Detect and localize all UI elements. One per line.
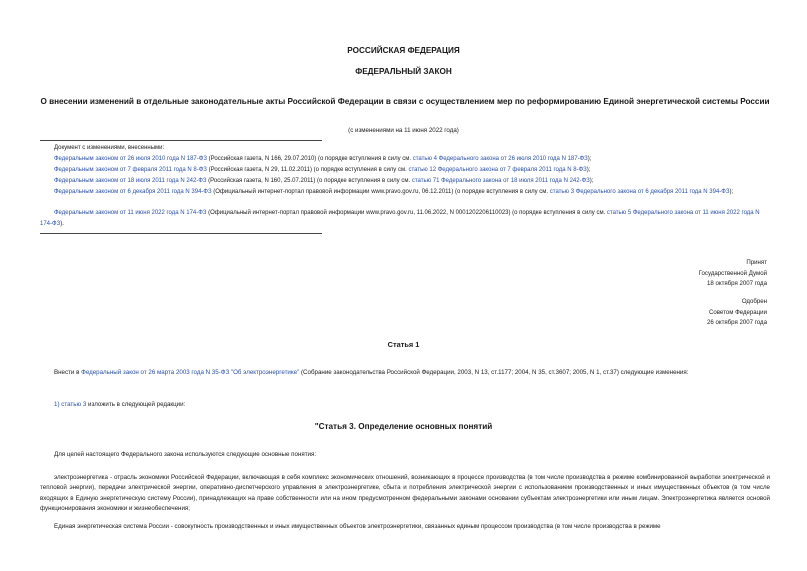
changes-note: (с изменениями на 11 июня 2022 года) <box>348 127 459 134</box>
amendment-link[interactable]: Федеральным законом от 7 февраля 2011 года N 8-ФЗ <box>54 167 207 173</box>
law-title: О внесении изменений в отдельные законодательные акты Российской Федерации в связи с осуществлением мер по реформированию Единой энергетической системы России <box>40 97 770 106</box>
country-title: РОССИЙСКАЯ ФЕДЕРАЦИЯ <box>347 46 460 55</box>
article-link[interactable]: статью 3 <box>61 401 87 408</box>
amendment-article-link[interactable]: статью 71 Федерального закона от 18 июля 2011 года N 242-ФЗ <box>411 178 590 184</box>
amendment-article-link[interactable]: статью 12 Федерального закона от 7 февраля 2011 года N 8-ФЗ <box>408 167 587 173</box>
amendment-link[interactable]: Федеральным законом от 6 декабря 2011 года N 394-ФЗ <box>54 189 212 195</box>
amendment-link[interactable]: Федеральным законом от 18 июля 2011 года N 242-ФЗ <box>54 178 207 184</box>
doc-type-title: ФЕДЕРАЛЬНЫЙ ЗАКОН <box>355 67 452 76</box>
duma-adoption: Принят Государственной Думой 18 октября 2007 года <box>698 259 767 287</box>
council-approval: Одобрен Советом Федерации 26 октября 2007 года <box>706 298 767 326</box>
amendment-article-link[interactable]: статью 5 Федерального закона от 11 июня 2022 года N 174-ФЗ <box>40 210 760 227</box>
amendment-link[interactable]: Федеральным законом от 26 июля 2010 года N 187-ФЗ <box>54 156 207 162</box>
article-paragraph: Единая энергетическая система России - совокупность производственных и иных имущественных объектов электроэнергетики, связанных единым процессом производства (в том числе производства в режиме <box>54 523 661 530</box>
article-paragraph: 1) статью 3 изложить в следующей редакции: <box>54 401 186 408</box>
definition-title: "Статья 3. Определение основных понятий <box>314 422 493 431</box>
amendment-link[interactable]: Федеральным законом от 11 июня 2022 года N 174-ФЗ <box>54 210 207 216</box>
article-heading: Статья 1 <box>387 340 420 349</box>
article-paragraph: Внести в Федеральный закон от 26 марта 2003 года N 35-ФЗ "Об электроэнергетике" (Собрание законодательства Российской Федерации, 2003, N 13, ст.1177; 2004, N 35, ст.3607; 2005, N 1, ст.37) следующие изменения: <box>54 369 689 376</box>
amendment-article-link[interactable]: статью 3 Федерального закона от 6 декабря 2011 года N 394-ФЗ <box>549 189 730 195</box>
amendment-item: Федеральным законом от 6 декабря 2011 года N 394-ФЗ (Официальный интернет-портал правовой информации www.pravo.gov.ru, 06.12.2011) (о порядке вступления в силу см. статью 3 Федерального закона от 6 декабря 2011 года N 394-ФЗ); <box>54 189 734 195</box>
law-link[interactable]: Федеральный закон от 26 марта 2003 года N 35-ФЗ "Об электроэнергетике" <box>81 369 300 376</box>
amendment-item: Федеральным законом от 26 июля 2010 года N 187-ФЗ (Российская газета, N 166, 29.07.2010) (о порядке вступления в силу см. статью 4 Федерального закона от 26 июля 2010 года N 187-ФЗ); <box>54 156 592 162</box>
amendment-article-link[interactable]: статью 4 Федерального закона от 26 июля 2010 года N 187-ФЗ <box>412 156 588 162</box>
amendment-item: Федеральным законом от 11 июня 2022 года N 174-ФЗ (Официальный интернет-портал правовой информации www.pravo.gov.ru, 11.06.2022, N 0001202206110023) (о порядке вступления в силу см. статью 5 Федерального закона от 11 июня 2022 года N 174-ФЗ). <box>40 210 760 227</box>
article-paragraph: электроэнергетика - отрасль экономики Российской Федерации, включающая в себя комплекс экономических отношений, возникающих в процессе производства (в том числе производства в режиме комбинированной выработки электрической и тепловой энергии), передачи электрической энергии, оперативно-диспетчерского управления в электроэнергетике, сбыта и потребления электрической энергии с использованием производственных и иных имущественных объектов (в том числе входящих в Единую энергетическую систему России), принадлежащих на праве собственности или на ином предусмотренном федеральными законами основании субъектам электроэнергетики или иным лицам. Электроэнергетика является основой функционирования экономики и жизнеобеспечения; <box>40 474 770 513</box>
changes-intro: Документ с изменениями, внесенными: <box>54 145 165 151</box>
divider-top <box>40 140 322 141</box>
divider-bottom <box>40 233 322 234</box>
article-paragraph: Для целей настоящего Федерального закона используются следующие основные понятия: <box>54 451 317 458</box>
amendment-item: Федеральным законом от 18 июля 2011 года N 242-ФЗ (Российская газета, N 160, 25.07.2011) (о порядке вступления в силу см. статью 71 Федерального закона от 18 июля 2011 года N 242-ФЗ); <box>54 178 594 184</box>
amendment-item: Федеральным законом от 7 февраля 2011 года N 8-ФЗ (Российская газета, N 29, 11.02.2011) (о порядке вступления в силу см. статью 12 Федерального закона от 7 февраля 2011 года N 8-ФЗ); <box>54 167 591 173</box>
